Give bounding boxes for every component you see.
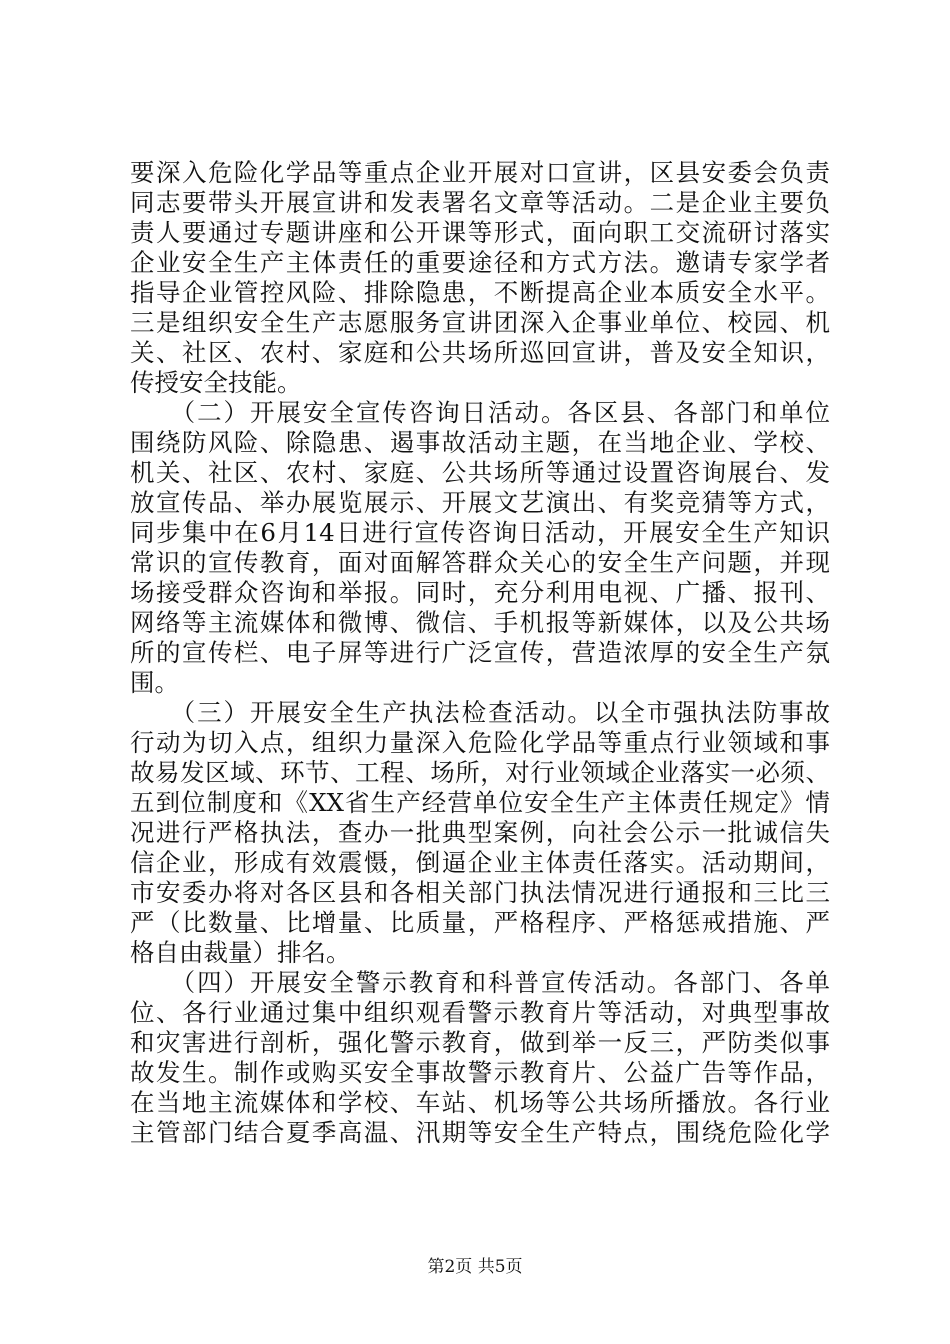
page-footer: 第2页 共5页 bbox=[427, 1257, 523, 1277]
text-line: 围绕防风险、除隐患、遏事故活动主题，在当地企业、学校、 bbox=[130, 428, 830, 457]
text-line: 放宣传品、举办展览展示、开展文艺演出、有奖竞猜等方式， bbox=[130, 488, 830, 517]
text-line: 在当地主流媒体和学校、车站、机场等公共场所播放。各行业 bbox=[130, 1088, 830, 1117]
text-line: 严（比数量、比增量、比质量，严格程序、严格惩戒措施、严 bbox=[130, 908, 830, 937]
text-line: 网络等主流媒体和微博、微信、手机报等新媒体，以及公共场 bbox=[130, 608, 830, 637]
text-line: （二）开展安全宣传咨询日活动。各区县、各部门和单位 bbox=[130, 398, 830, 427]
document-body bbox=[130, 158, 830, 1148]
text-line: 市安委办将对各区县和各相关部门执法情况进行通报和三比三 bbox=[130, 878, 830, 907]
text-line: 故发生。制作或购买安全事故警示教育片、公益广告等作品， bbox=[130, 1058, 830, 1087]
text-line: 指导企业管控风险、排除隐患，不断提高企业本质安全水平。 bbox=[130, 278, 830, 307]
text-line: 和灾害进行剖析，强化警示教育，做到举一反三，严防类似事 bbox=[130, 1028, 830, 1057]
text-line: 行动为切入点，组织力量深入危险化学品等重点行业领域和事 bbox=[130, 728, 830, 757]
text-line: 同志要带头开展宣讲和发表署名文章等活动。二是企业主要负 bbox=[130, 188, 830, 217]
text-line: （三）开展安全生产执法检查活动。以全市强执法防事故 bbox=[130, 698, 830, 727]
text-line: 企业安全生产主体责任的重要途径和方式方法。邀请专家学者 bbox=[130, 248, 830, 277]
text-line: 五到位制度和《XX省生产经营单位安全生产主体责任规定》情 bbox=[130, 788, 830, 817]
text-line: 传授安全技能。 bbox=[130, 368, 302, 397]
text-line: 信企业，形成有效震慑，倒逼企业主体责任落实。活动期间， bbox=[130, 848, 830, 877]
text-line: 要深入危险化学品等重点企业开展对口宣讲，区县安委会负责 bbox=[130, 158, 830, 187]
text-line: （四）开展安全警示教育和科普宣传活动。各部门、各单 bbox=[130, 968, 830, 997]
text-line: 主管部门结合夏季高温、汛期等安全生产特点，围绕危险化学 bbox=[130, 1118, 830, 1147]
text-line: 责人要通过专题讲座和公开课等形式，面向职工交流研讨落实 bbox=[130, 218, 830, 247]
text-line: 故易发区域、环节、工程、场所，对行业领域企业落实一必须、 bbox=[130, 758, 830, 787]
text-line: 位、各行业通过集中组织观看警示教育片等活动，对典型事故 bbox=[130, 998, 830, 1027]
text-line: 同步集中在6月14日进行宣传咨询日活动，开展安全生产知识 bbox=[130, 518, 830, 547]
text-line: 常识的宣传教育，面对面解答群众关心的安全生产问题，并现 bbox=[130, 548, 830, 577]
text-line: 围。 bbox=[130, 668, 179, 697]
text-line: 格自由裁量）排名。 bbox=[130, 938, 351, 967]
text-line: 场接受群众咨询和举报。同时，充分利用电视、广播、报刊、 bbox=[130, 578, 830, 607]
text-line: 况进行严格执法，查办一批典型案例，向社会公示一批诚信失 bbox=[130, 818, 830, 847]
text-line: 关、社区、农村、家庭和公共场所巡回宣讲，普及安全知识， bbox=[130, 338, 830, 367]
text-line: 机关、社区、农村、家庭、公共场所等通过设置咨询展台、发 bbox=[130, 458, 830, 487]
text-line: 所的宣传栏、电子屏等进行广泛宣传，营造浓厚的安全生产氛 bbox=[130, 638, 830, 667]
text-line: 三是组织安全生产志愿服务宣讲团深入企事业单位、校园、机 bbox=[130, 308, 830, 337]
